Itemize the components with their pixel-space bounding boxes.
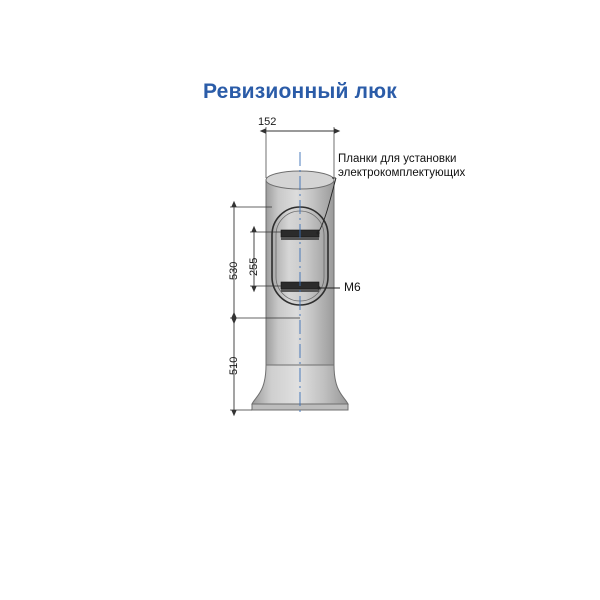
callout-mounting-plates-line1: Планки для установки <box>338 153 457 165</box>
callout-mounting-plates-line2: электрокомплектующих <box>338 167 466 179</box>
dimension-label-530: 530 <box>228 261 240 280</box>
dimension-label-152: 152 <box>258 116 277 128</box>
page-title: Ревизионный люк <box>203 80 397 103</box>
callout-mounting-plates <box>338 152 465 180</box>
dimension-label-510: 510 <box>228 356 240 375</box>
dimension-label-255: 255 <box>248 257 260 276</box>
callout-m6: M6 <box>344 280 361 294</box>
